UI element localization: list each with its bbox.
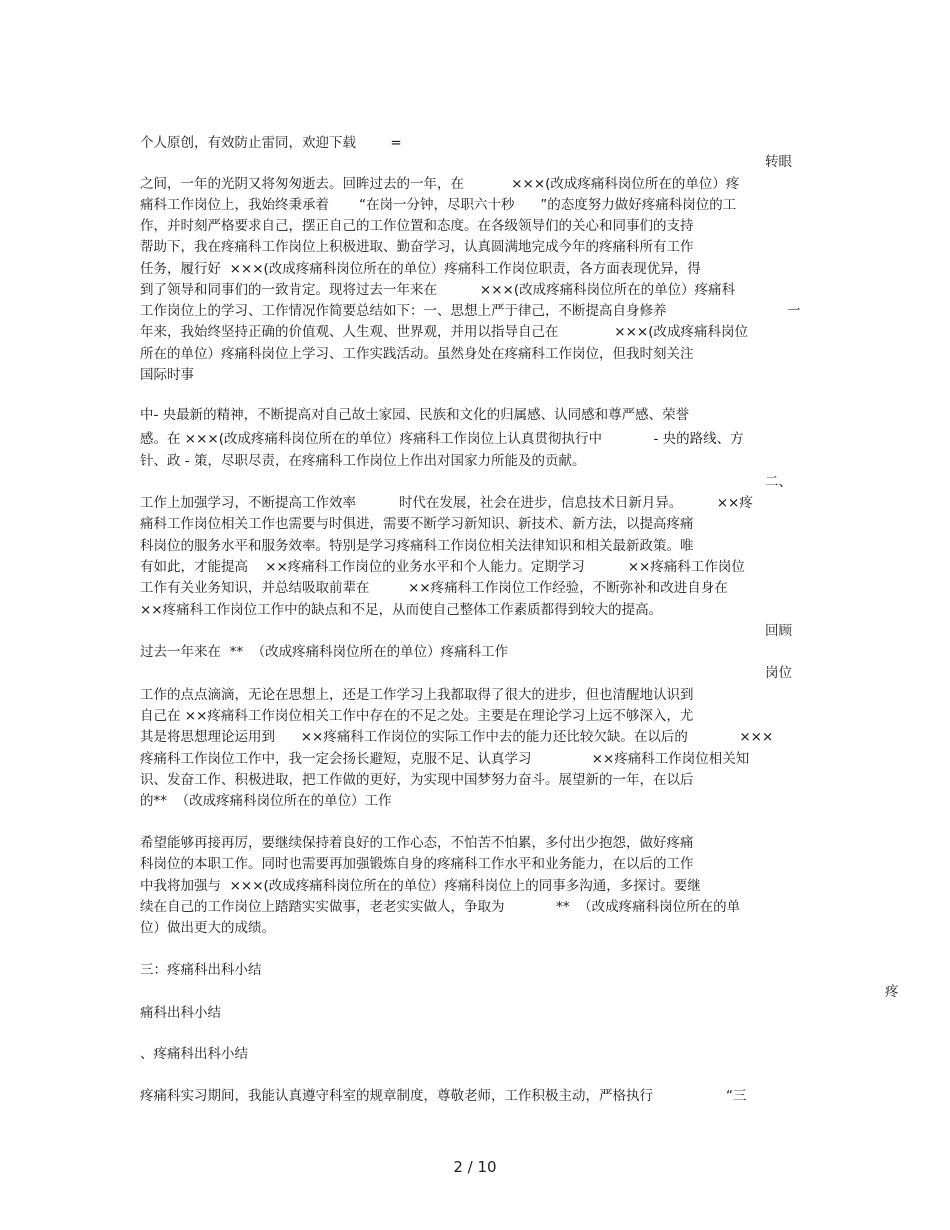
para2-line: 针、政 - 策，尽职尽责，在疼痛科工作岗位上作出对国家力所能及的贡献。 [140,453,586,469]
para1-tail-right: 一 [787,303,801,319]
para1-line: 到了领导和同事们的一致肯定。现将过去一年来在 ×××(改成疼痛科岗位所在的单位）疼痛科 [140,282,736,298]
para1-right-lead: 转眼 [765,154,792,170]
para4-line: 工作的点点滴滴，无论在思想上，还是工作学习上我都取得了很大的进步，但也清醒地认识到 [140,687,694,703]
section3-line: 疼痛科实习期间，我能认真遵守科室的规章制度，尊敬老师，工作积极主动，严格执行 “三 [140,1088,747,1104]
page-indicator: 2 / 10 [453,1158,497,1176]
para3-line: 痛科工作岗位相关工作也需要与时俱进，需要不断学习新知识、新技术、新方法，以提高疼痛 [140,516,694,532]
para1-line: 作，并时刻严格要求自己，摆正自己的工作位置和态度。在各级领导们的关心和同事们的支持 [140,218,694,234]
para4-line: 过去一年来在 ** （改成疼痛科岗位所在的单位）疼痛科工作 [140,644,509,660]
para4-right-mid: 岗位 [765,665,792,681]
para1-line: 之间，一年的光阴又将匆匆逝去。回眸过去的一年，在 ×××(改成疼痛科岗位所在的单位）疼 [140,176,740,192]
para1-line: 所在的单位）疼痛科岗位上学习、工作实践活动。虽然身处在疼痛科工作岗位，但我时刻关注 [140,346,694,362]
para2-line: 中- 央最新的精神，不断提高对自己故土家园、民族和文化的归属感、认同感和尊严感、荣誉 [140,407,690,423]
para3-right-tail: 回顾 [765,623,792,639]
para3-line: 科岗位的服务水平和服务效率。特别是学习疼痛科工作岗位相关法律知识和相关最新政策。唯 [140,538,694,554]
para4-line: 自己在 ××疼痛科工作岗位相关工作中存在的不足之处。主要是在理论学习上远不够深入，尤 [140,708,694,724]
para4-line: 识、发奋工作、积极进取，把工作做的更好，为实现中国梦努力奋斗。展望新的一年，在以后 [140,772,694,788]
header-line: 个人原创，有效防止雷同，欢迎下载 = [140,135,402,151]
section3-line: 、疼痛科出科小结 [140,1046,248,1062]
para5-line: 中我将加强与 ×××(改成疼痛科岗位所在的单位）疼痛科岗位上的同事多沟通，多探讨。要继 [140,878,701,894]
section3-heading: 三：疼痛科出科小结 [140,962,262,978]
para1-line: 帮助下，我在疼痛科工作岗位上积极进取、勤奋学习，认真圆满地完成今年的疼痛科所有工作 [140,239,694,255]
para2-line: 感。在 ×××(改成疼痛科岗位所在的单位）疼痛科工作岗位上认真贯彻执行中 - 央的路线、方 [140,431,744,447]
para3-line: ××疼痛科工作岗位工作中的缺点和不足，从而使自己整体工作素质都得到较大的提高。 [140,602,663,618]
para5-line: 位）做出更大的成绩。 [140,920,275,936]
para4-line: 其是将思想理论运用到 ××疼痛科工作岗位的实际工作中去的能力还比较欠缺。在以后的 ××× [140,729,774,745]
section3-right-tail: 疼 [885,984,899,1000]
para1-line: 年来，我始终坚持正确的价值观、人生观、世界观，并用以指导自己在 ×××(改成疼痛科岗位 [140,324,748,340]
para5-line: 续在自己的工作岗位上踏踏实实做事，老老实实做人，争取为 ** （改成疼痛科岗位所在的单 [140,899,741,915]
para3-line: 工作有关业务知识，并总结吸取前辈在 ××疼痛科工作岗位工作经验，不断弥补和改进自身在 [140,580,728,596]
para4-line: 疼痛科工作岗位工作中，我一定会扬长避短，克服不足、认真学习 ××疼痛科工作岗位相关知 [140,751,750,767]
para1-line: 工作岗位上的学习、工作情况作简要总结如下：一、思想上严于律己，不断提高自身修养 [140,303,667,319]
para5-line: 希望能够再接再厉，要继续保持着良好的工作心态，不怕苦不怕累，多付出少抱怨，做好疼痛 [140,835,694,851]
para2-right-tail: 二、 [765,474,792,490]
para1-line: 任务，履行好 ×××(改成疼痛科岗位所在的单位）疼痛科工作岗位职责，各方面表现优异，得 [140,261,701,277]
para3-line: 工作上加强学习，不断提高工作效率 时代在发展，社会在进步，信息技术日新月异。 ××疼 [140,495,753,511]
para3-line: 有如此，才能提高 ××疼痛科工作岗位的业务水平和个人能力。定期学习 ××疼痛科工作岗位 [140,559,745,575]
para4-line: 的** （改成疼痛科岗位所在的单位）工作 [140,793,392,809]
section3-line: 痛科出科小结 [140,1005,221,1021]
para1-line: 国际时事 [140,367,194,383]
para1-line: 痛科工作岗位上，我始终秉承着 “在岗一分钟，尽职六十秒 ”的态度努力做好疼痛科岗位的工 [140,197,737,213]
para5-line: 科岗位的本职工作。同时也需要再加强锻炼自身的疼痛科工作水平和业务能力，在以后的工作 [140,856,694,872]
